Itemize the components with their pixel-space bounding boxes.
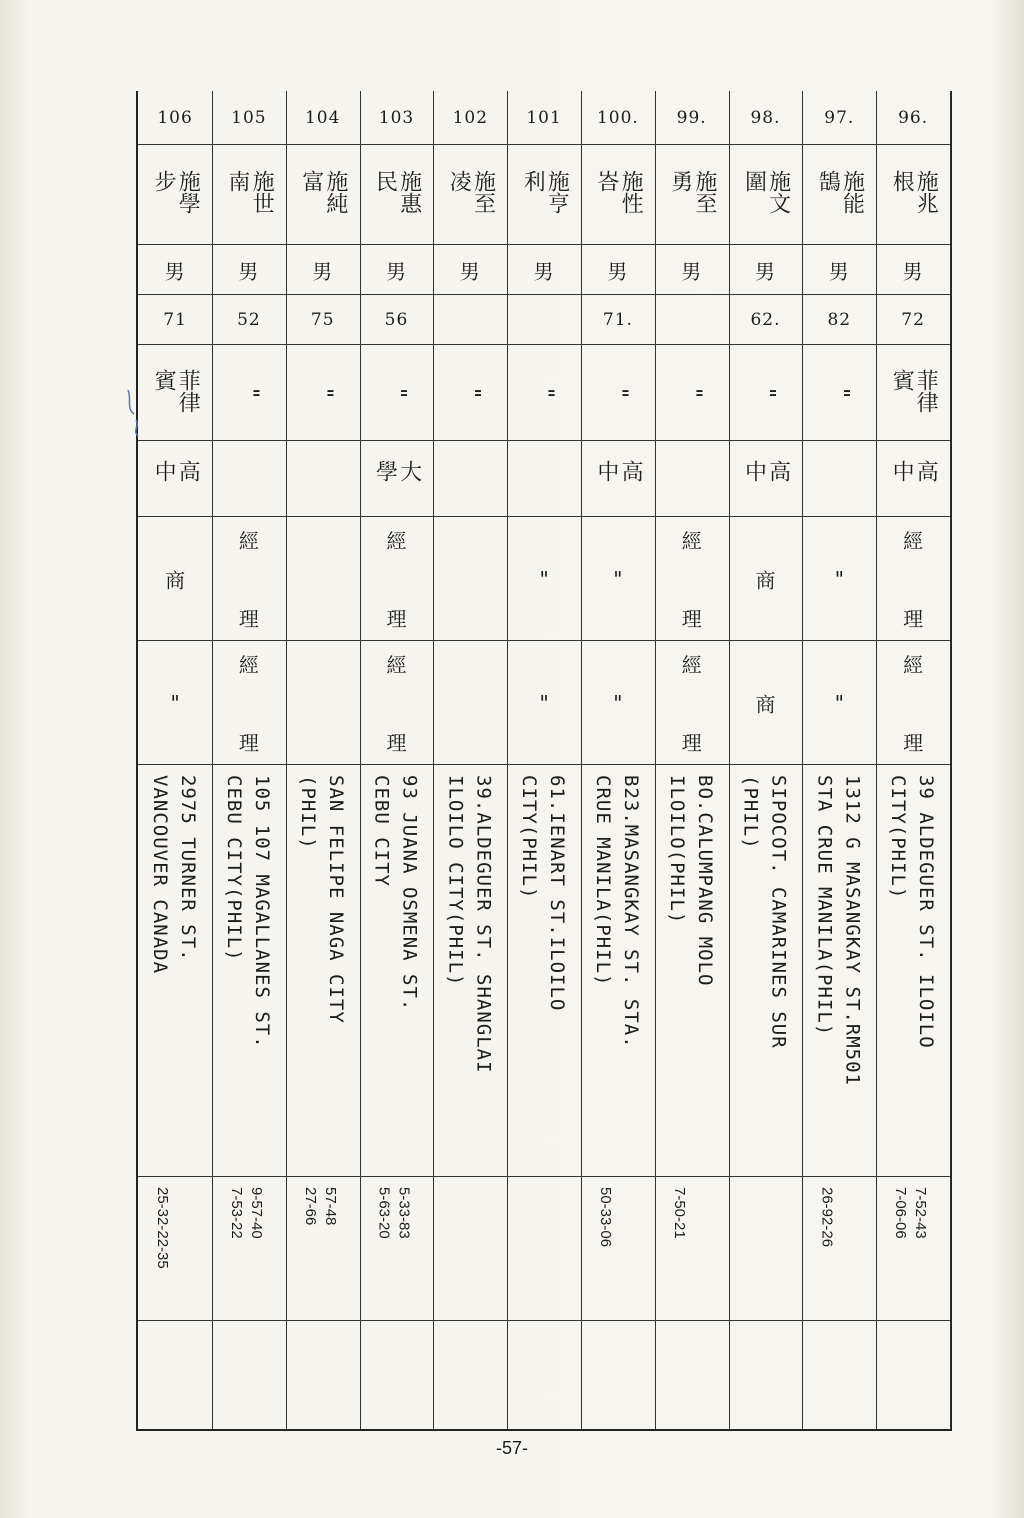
education-cell bbox=[655, 441, 729, 517]
name-cell bbox=[433, 145, 507, 245]
name-cell bbox=[138, 145, 212, 245]
nationality: " bbox=[532, 387, 558, 398]
telephone-cell bbox=[655, 1177, 729, 1321]
record-number: 99. bbox=[676, 107, 707, 128]
position-cell bbox=[876, 641, 950, 765]
name-cell bbox=[581, 145, 655, 245]
address: 39 ALDEGUER ST. ILOILO CITY(PHIL) bbox=[887, 775, 938, 1049]
education: 大學 bbox=[372, 459, 422, 482]
occupation-cell bbox=[138, 517, 212, 641]
person-name: 施性峇 bbox=[593, 169, 644, 214]
telephone: 50-33-06 bbox=[597, 1187, 614, 1248]
pencil-mark bbox=[120, 380, 150, 440]
education-cell bbox=[138, 441, 212, 517]
address-cell bbox=[507, 765, 581, 1177]
occupation-cell bbox=[729, 517, 803, 641]
person-name: 施惠民 bbox=[372, 169, 422, 214]
record-number: 97. bbox=[824, 107, 855, 128]
remarks-cell bbox=[138, 1321, 212, 1429]
age-cell bbox=[655, 295, 729, 345]
nationality: " bbox=[236, 387, 262, 398]
age-cell bbox=[138, 295, 212, 345]
age: 71. bbox=[602, 309, 633, 330]
occupation-top: 經 bbox=[903, 529, 924, 553]
education-cell bbox=[581, 441, 655, 517]
sex: 男 bbox=[828, 259, 850, 283]
name-cell bbox=[729, 145, 803, 245]
remarks-cell bbox=[802, 1321, 876, 1429]
record-number-cell bbox=[876, 91, 950, 145]
record-number: 98. bbox=[750, 107, 781, 128]
name-cell bbox=[360, 145, 434, 245]
occupation-cell bbox=[212, 517, 286, 641]
address-cell bbox=[655, 765, 729, 1177]
telephone-cell bbox=[507, 1177, 581, 1321]
sex-cell bbox=[802, 245, 876, 295]
sex: 男 bbox=[754, 259, 776, 283]
position-cell bbox=[655, 641, 729, 765]
nationality-cell bbox=[212, 345, 286, 441]
nationality: " bbox=[753, 387, 779, 398]
telephone: 9-57-40 7-53-22 bbox=[228, 1187, 265, 1239]
age-cell bbox=[433, 295, 507, 345]
address: 61.IENART ST.ILOILO CITY(PHIL) bbox=[518, 775, 569, 1012]
education-cell bbox=[876, 441, 950, 517]
education-cell bbox=[507, 441, 581, 517]
position-mid: 商 bbox=[755, 692, 776, 716]
occupation-cell bbox=[581, 517, 655, 641]
education: 高中 bbox=[593, 459, 644, 482]
record-column bbox=[360, 91, 435, 1429]
age-cell bbox=[360, 295, 434, 345]
position-cell bbox=[507, 641, 581, 765]
occupation-mid: " bbox=[834, 566, 844, 591]
telephone-cell bbox=[360, 1177, 434, 1321]
telephone-cell bbox=[876, 1177, 950, 1321]
remarks-cell bbox=[360, 1321, 434, 1429]
sex: 男 bbox=[533, 259, 555, 283]
telephone: 7-50-21 bbox=[670, 1187, 688, 1239]
record-column bbox=[433, 91, 508, 1429]
address-cell bbox=[729, 765, 803, 1177]
position-bottom: 理 bbox=[681, 731, 702, 755]
position-cell bbox=[729, 641, 803, 765]
person-name: 施世南 bbox=[224, 169, 275, 214]
position-cell bbox=[433, 641, 507, 765]
address: SIPOCOT. CAMARINES SUR (PHIL) bbox=[739, 775, 790, 1049]
address: 105 107 MAGALLANES ST. CEBU CITY(PHIL) bbox=[223, 775, 273, 1049]
age: 72 bbox=[901, 309, 925, 330]
sex: 男 bbox=[385, 259, 407, 283]
telephone-cell bbox=[433, 1177, 507, 1321]
name-cell bbox=[655, 145, 729, 245]
person-name: 施兆根 bbox=[889, 169, 939, 214]
record-number: 101 bbox=[526, 107, 562, 128]
position-mid: " bbox=[834, 690, 844, 715]
position-top: 經 bbox=[903, 653, 924, 677]
address: SAN FELIPE NAGA CITY (PHIL) bbox=[296, 775, 347, 1024]
record-number: 103 bbox=[378, 107, 415, 128]
address: 2975 TURNER ST. VANCOUVER CANADA bbox=[149, 775, 200, 975]
position-bottom: 理 bbox=[238, 731, 259, 755]
address-cell bbox=[286, 765, 360, 1177]
occupation-cell bbox=[286, 517, 360, 641]
position-cell bbox=[360, 641, 434, 765]
sex-cell bbox=[138, 245, 212, 295]
age-cell bbox=[876, 295, 950, 345]
sex-cell bbox=[876, 245, 950, 295]
sex: 男 bbox=[902, 259, 924, 283]
position-cell bbox=[802, 641, 876, 765]
sex-cell bbox=[286, 245, 360, 295]
education-cell bbox=[212, 441, 286, 517]
remarks-cell bbox=[507, 1321, 581, 1429]
record-number-cell bbox=[360, 91, 434, 145]
telephone-cell bbox=[729, 1177, 803, 1321]
telephone: 7-52-43 7-06-06 bbox=[892, 1187, 930, 1239]
remarks-cell bbox=[655, 1321, 729, 1429]
telephone-cell bbox=[138, 1177, 212, 1321]
telephone: 5-33-83 5-63-20 bbox=[375, 1187, 413, 1239]
nationality-cell bbox=[802, 345, 876, 441]
education-cell bbox=[286, 441, 360, 517]
address: 1312 G MASANGKAY ST.RM501 STA CRUE MANILA(PHIL) bbox=[813, 775, 864, 1086]
record-column bbox=[655, 91, 730, 1429]
remarks-cell bbox=[212, 1321, 286, 1429]
record-number: 104 bbox=[304, 107, 341, 128]
address-cell bbox=[433, 765, 507, 1177]
nationality: " bbox=[827, 387, 853, 398]
person-name: 施亨利 bbox=[520, 169, 570, 214]
position-top: 經 bbox=[681, 653, 702, 677]
sex: 男 bbox=[607, 259, 629, 283]
record-number-cell bbox=[138, 91, 212, 145]
age: 82 bbox=[827, 309, 852, 330]
nationality-cell bbox=[729, 345, 803, 441]
sex-cell bbox=[581, 245, 655, 295]
occupation-cell bbox=[433, 517, 507, 641]
telephone: 25-32-22-35 bbox=[154, 1187, 172, 1269]
age-cell bbox=[212, 295, 286, 345]
record-number-cell bbox=[212, 91, 286, 145]
age-cell bbox=[507, 295, 581, 345]
telephone-cell bbox=[286, 1177, 360, 1321]
person-name: 施學步 bbox=[151, 169, 201, 214]
person-name: 施文圍 bbox=[741, 169, 791, 214]
address-cell bbox=[138, 765, 212, 1177]
nationality-cell bbox=[360, 345, 434, 441]
address-cell bbox=[876, 765, 950, 1177]
nationality-cell bbox=[507, 345, 581, 441]
address-cell bbox=[802, 765, 876, 1177]
occupation-bottom: 理 bbox=[238, 607, 259, 631]
occupation-mid: " bbox=[539, 566, 549, 591]
person-name: 施至勇 bbox=[667, 169, 717, 214]
address: 39.ALDEGUER ST. SHANGLAI ILOILO CITY(PHIL) bbox=[444, 775, 495, 1074]
age: 75 bbox=[310, 309, 335, 330]
nationality-cell bbox=[433, 345, 507, 441]
address-cell bbox=[212, 765, 286, 1177]
remarks-cell bbox=[286, 1321, 360, 1429]
nationality: " bbox=[679, 387, 705, 398]
record-column bbox=[876, 91, 951, 1429]
address: BO.CALUMPANG MOLO ILOILO(PHIL) bbox=[665, 775, 716, 987]
age-cell bbox=[729, 295, 803, 345]
sex-cell bbox=[655, 245, 729, 295]
address-cell bbox=[360, 765, 434, 1177]
sex-cell bbox=[212, 245, 286, 295]
address: B23.MASANGKAY ST. STA. CRUE MANILA(PHIL) bbox=[592, 775, 642, 1049]
education: 高中 bbox=[889, 459, 939, 482]
position-cell bbox=[286, 641, 360, 765]
remarks-cell bbox=[433, 1321, 507, 1429]
position-cell bbox=[581, 641, 655, 765]
nationality: " bbox=[458, 387, 484, 398]
position-cell bbox=[212, 641, 286, 765]
occupation-cell bbox=[876, 517, 950, 641]
nationality: " bbox=[605, 387, 631, 398]
record-number: 105 bbox=[231, 107, 267, 128]
age-cell bbox=[286, 295, 360, 345]
record-number-cell bbox=[433, 91, 507, 145]
occupation-mid: 商 bbox=[165, 568, 186, 592]
person-name: 施能鵠 bbox=[815, 169, 865, 214]
address-cell bbox=[581, 765, 655, 1177]
nationality: " bbox=[384, 387, 410, 398]
telephone: 26-92-26 bbox=[818, 1187, 836, 1248]
occupation-mid: 商 bbox=[755, 568, 776, 592]
nationality-cell bbox=[876, 345, 950, 441]
telephone-cell bbox=[212, 1177, 286, 1321]
page-number: -57- bbox=[495, 1438, 528, 1458]
nationality: " bbox=[310, 387, 336, 398]
occupation-bottom: 理 bbox=[681, 607, 702, 631]
record-number: 106 bbox=[157, 107, 193, 128]
record-column bbox=[581, 91, 656, 1429]
sex: 男 bbox=[238, 259, 260, 283]
register-table bbox=[136, 91, 952, 1431]
sex-cell bbox=[360, 245, 434, 295]
nationality-cell bbox=[286, 345, 360, 441]
sex-cell bbox=[729, 245, 803, 295]
record-column bbox=[138, 91, 213, 1429]
sex-cell bbox=[507, 245, 581, 295]
occupation-cell bbox=[655, 517, 729, 641]
name-cell bbox=[212, 145, 286, 245]
name-cell bbox=[802, 145, 876, 245]
education-cell bbox=[802, 441, 876, 517]
age: 71 bbox=[163, 309, 187, 330]
occupation-top: 經 bbox=[238, 529, 259, 553]
name-cell bbox=[286, 145, 360, 245]
nationality-cell bbox=[655, 345, 729, 441]
record-column bbox=[286, 91, 361, 1429]
record-column bbox=[212, 91, 287, 1429]
telephone-cell bbox=[581, 1177, 655, 1321]
nationality-cell bbox=[581, 345, 655, 441]
record-column bbox=[507, 91, 582, 1429]
sex: 男 bbox=[681, 259, 703, 283]
name-cell bbox=[876, 145, 950, 245]
position-bottom: 理 bbox=[386, 731, 407, 755]
person-name: 施純富 bbox=[298, 169, 348, 214]
position-cell bbox=[138, 641, 212, 765]
position-top: 經 bbox=[238, 653, 259, 677]
nationality: 菲律賓 bbox=[151, 368, 201, 413]
sex-cell bbox=[433, 245, 507, 295]
age: 62. bbox=[750, 309, 781, 330]
telephone-cell bbox=[802, 1177, 876, 1321]
age-cell bbox=[581, 295, 655, 345]
remarks-cell bbox=[729, 1321, 803, 1429]
address: 93 JUANA OSMENA ST. CEBU CITY bbox=[370, 775, 421, 1012]
record-number-cell bbox=[802, 91, 876, 145]
name-cell bbox=[507, 145, 581, 245]
occupation-top: 經 bbox=[386, 529, 407, 553]
record-number-cell bbox=[507, 91, 581, 145]
position-mid: " bbox=[170, 690, 180, 715]
record-column bbox=[729, 91, 804, 1429]
education: 高中 bbox=[151, 459, 201, 482]
record-number: 100. bbox=[596, 107, 639, 128]
sex: 男 bbox=[164, 259, 186, 283]
occupation-cell bbox=[507, 517, 581, 641]
remarks-cell bbox=[581, 1321, 655, 1429]
education-cell bbox=[360, 441, 434, 517]
record-number: 96. bbox=[898, 107, 929, 128]
remarks-cell bbox=[876, 1321, 950, 1429]
education-cell bbox=[729, 441, 803, 517]
occupation-bottom: 理 bbox=[903, 607, 924, 631]
record-number-cell bbox=[655, 91, 729, 145]
age: 52 bbox=[237, 309, 261, 330]
occupation-cell bbox=[802, 517, 876, 641]
education: 高中 bbox=[741, 459, 791, 482]
record-number-cell bbox=[581, 91, 655, 145]
record-number-cell bbox=[286, 91, 360, 145]
sex: 男 bbox=[312, 259, 334, 283]
nationality: 菲律賓 bbox=[889, 368, 939, 413]
position-mid: " bbox=[613, 690, 623, 715]
record-number-cell bbox=[729, 91, 803, 145]
record-number: 102 bbox=[452, 107, 489, 128]
sex: 男 bbox=[459, 259, 481, 283]
occupation-top: 經 bbox=[681, 529, 702, 553]
occupation-cell bbox=[360, 517, 434, 641]
education-cell bbox=[433, 441, 507, 517]
person-name: 施至凌 bbox=[446, 169, 496, 214]
occupation-bottom: 理 bbox=[386, 607, 407, 631]
age: 56 bbox=[384, 309, 409, 330]
position-top: 經 bbox=[386, 653, 407, 677]
record-column bbox=[802, 91, 877, 1429]
position-bottom: 理 bbox=[903, 731, 924, 755]
occupation-mid: " bbox=[613, 566, 623, 591]
position-mid: " bbox=[539, 690, 549, 715]
telephone: 57-48 27-66 bbox=[301, 1187, 339, 1226]
age-cell bbox=[802, 295, 876, 345]
